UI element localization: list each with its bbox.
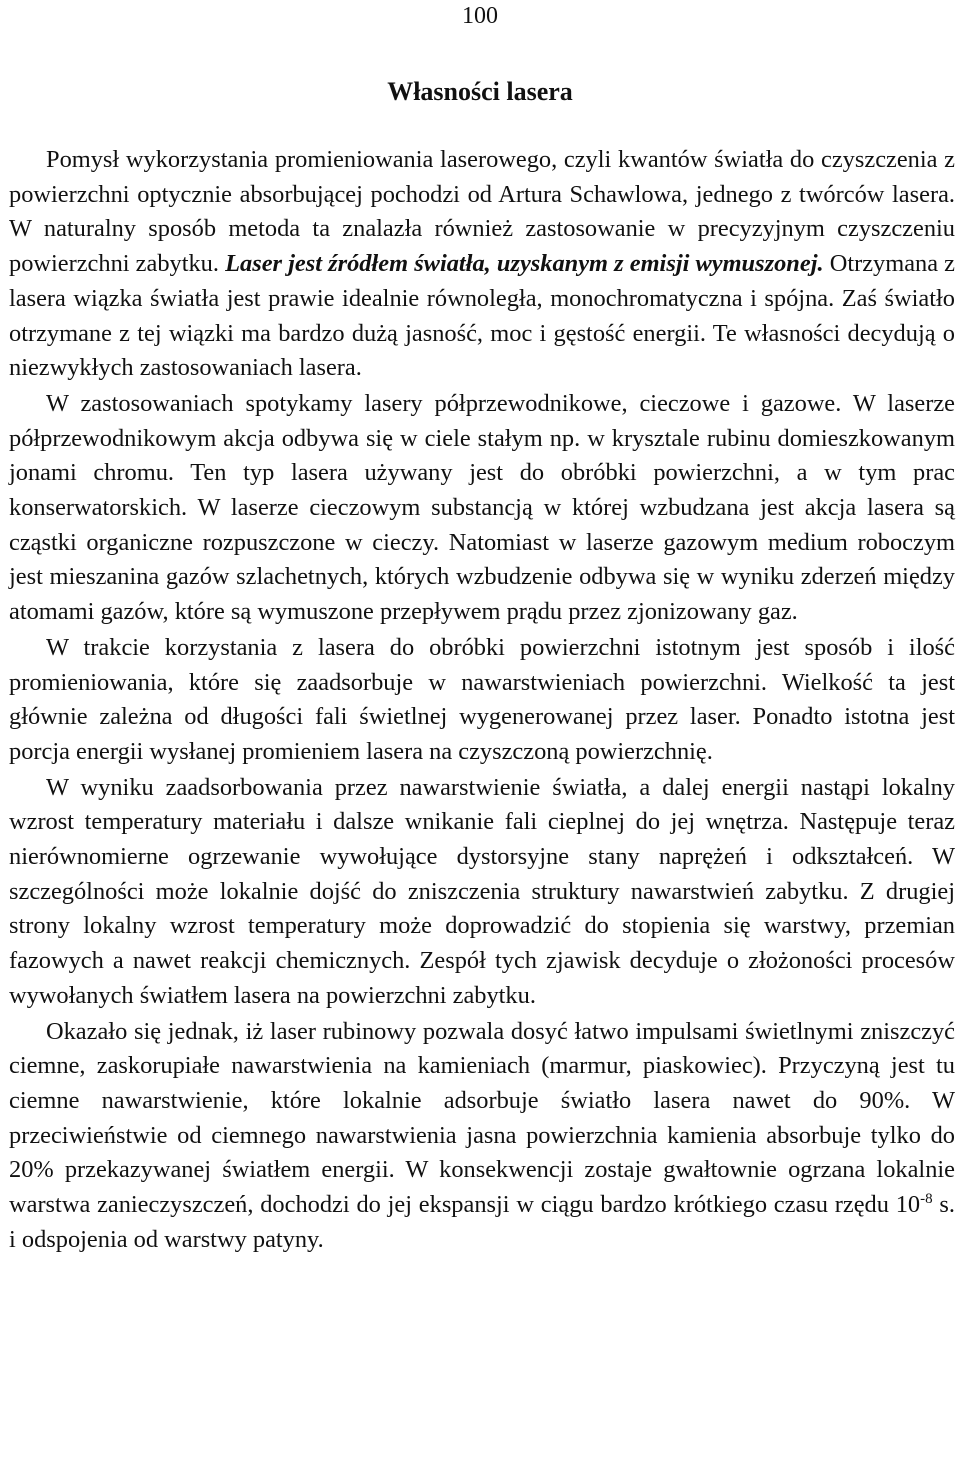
paragraph-laser-types: W zastosowaniach spotykamy lasery półprzewodnikowe, cieczowe i gazowe. W laserze półprzewodnikowym akcja odbywa się w ciele stałym np. w krysztale rubinu domieszkowanym jonami chromu. Ten typ lasera używany jest do obróbki powierzchni, a w tym prac konserwatorskich. W laserze cieczowym substancją w której wzbudzana jest akcja lasera są cząstki organiczne rozpuszczone w cieczy. Natomiast w laserze gazowym medium roboczym jest mieszanina gazów szlachetnych, których wzbudzenie odbywa się w wyniku zderzeń między atomami gazów, które są wymuszone przepływem prądu przez zjonizowany gaz. xyxy=(9,389,955,626)
paragraph-laser-origin xyxy=(9,143,955,386)
paragraph-text: s. i odspojenia od warstwy patyny. xyxy=(9,1191,956,1253)
paragraph-ruby-laser xyxy=(9,1015,955,1258)
section-title: Własności lasera xyxy=(387,77,573,106)
laser-definition-emphasis: Laser jest źródłem światła, uzyskanym z emisji wymuszonej. xyxy=(225,250,824,278)
paragraph-text: Okazało się jednak, iż laser rubinowy pozwala dosyć łatwo impulsami świetlnymi zniszczyć ciemne, zaskorupiałe nawarstwienia na kamieniach (marmur, piaskowiec). Przyczyną jest tu ciemne nawarstwienie, które lokalnie adsorbuje światło lasera nawet do 90%. W przeciwieństwie od ciemnego nawarstwienia jasna powierzchnia kamienia absorbuje tylko do 20% przekazywanej światłem energii. W konsekwencji zostaje gwałtownie ogrzana lokalnie warstwa zanieczyszczeń, dochodzi do jej ekspansji w ciągu bardzo krótkiego czasu rzędu 10 xyxy=(9,1017,955,1219)
paragraph-text: Pomysł wykorzystania promieniowania laserowego, czyli kwantów światła do czyszczenia z powierzchni optycznie absorbującej pochodzi od Artura Schawlowa, jednego z twórców lasera. W naturalny sposób metoda ta znalazła również zastosowanie w precyzyjnym czyszczeniu powierzchni zabytku. xyxy=(9,146,955,278)
paragraph-absorption: W trakcie korzystania z lasera do obróbki powierzchni istotnym jest sposób i ilość promieniowania, które się zaadsorbuje w nawarstwieniach powierzchni. Wielkość ta jest głównie zależna od długości fali świetlnej wygenerowanej przez laser. Ponadto istotna jest porcja energii wysłanej promieniem lasera na czyszczoną powierzchnię. xyxy=(9,633,955,765)
exponent: -8 xyxy=(920,1191,933,1208)
paragraph-text: Otrzymana z lasera wiązka światła jest prawie idealnie równoległa, monochromatyczna i spójna. Zaś światło otrzymane z tej wiązki ma bardzo dużą jasność, moc i gęstość energii. Te własności decydują o niezwykłych zastosowaniach lasera. xyxy=(9,250,955,382)
paragraph-thermal-effects: W wyniku zaadsorbowania przez nawarstwienie światła, a dalej energii nastąpi lokalny wzrost temperatury materiału i dalsze wnikanie fali cieplnej do jej wnętrza. Następuje teraz nierównomierne ogrzewanie wywołujące dystorsyjne stany naprężeń i odkształceń. W szczególności może lokalnie dojść do zniszczenia struktury nawarstwień zabytku. Z drugiej strony lokalny wzrost temperatury może doprowadzić do stopienia się warstwy, przemian fazowych a nawet reakcji chemicznych. Zespół tych zjawisk decyduje o złożoności procesów wywołanych światłem lasera na powierzchni zabytku. xyxy=(9,773,955,1009)
body-text xyxy=(9,143,955,1258)
page-number: 100 xyxy=(462,3,498,29)
